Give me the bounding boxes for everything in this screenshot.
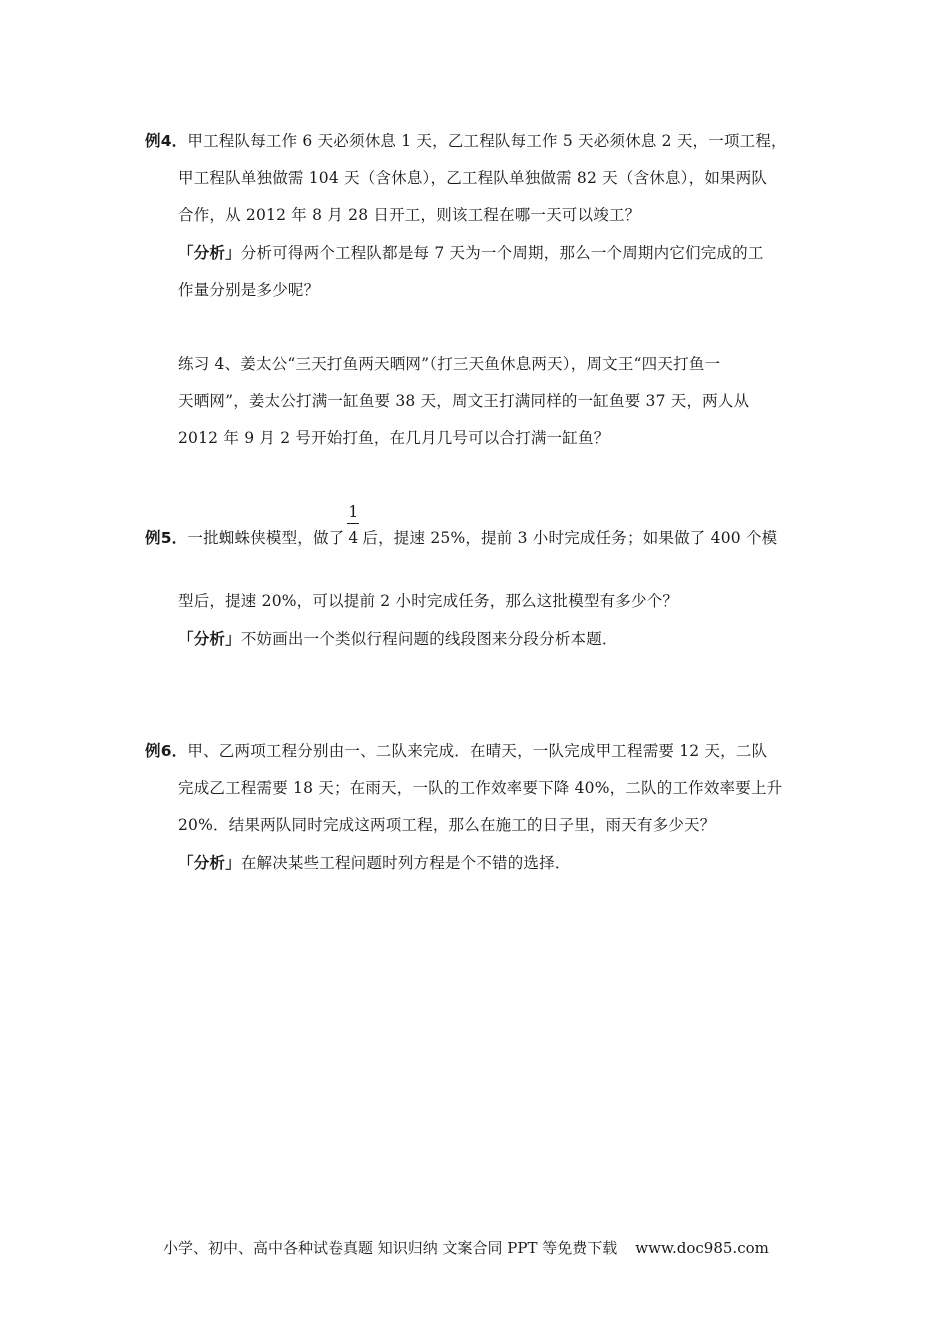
footer-text: 小学、初中、高中各种试卷真题 知识归纳 文案合同 PPT 等免费下载: [163, 1239, 618, 1257]
example-6-analysis-line-1: [178, 852, 571, 874]
example-4-line-2: 甲工程队单独做需 104 天（含休息），乙工程队单独做需 82 天（含休息），如果两队: [178, 169, 768, 187]
example-4-analysis-text-1: 分析可得两个工程队都是每 7 天为一个周期，那么一个周期内它们完成的工: [240, 244, 764, 262]
example-5-analysis-line-1: [178, 628, 618, 650]
practice-4-line-2: 天晒网”，姜太公打满一缸鱼要 38 天，周文王打满同样的一缸鱼要 37 天，两人从: [178, 392, 750, 410]
page-footer: [163, 1237, 769, 1258]
fraction-one-quarter: [347, 503, 359, 549]
example-4-label: 例4．: [145, 132, 188, 150]
example-4-analysis-line-2: 作量分别是多少呢？: [178, 281, 320, 299]
example-6-text-1: 甲、乙两项工程分别由一、二队来完成．在晴天，一队完成甲工程需要 12 天，二队: [187, 742, 768, 760]
analysis-label: 「分析」: [178, 630, 241, 648]
example-4-text-1: 甲工程队每工作 6 天必须休息 1 天，乙工程队每工作 5 天必须休息 2 天，一项工程，: [187, 132, 787, 150]
example-5-line-2: 型后，提速 20%，可以提前 2 小时完成任务，那么这批模型有多少个？: [178, 592, 679, 610]
fraction-denominator: 4: [348, 529, 359, 547]
practice-4-line-1: 练习 4、姜太公“三天打鱼两天晒网”（打三天鱼休息两天），周文王“四天打鱼一: [178, 355, 721, 373]
fraction-bar: [347, 523, 359, 524]
example-4-analysis-line-1: [178, 242, 764, 264]
fraction-numerator: 1: [348, 503, 359, 521]
example-5-analysis-text-1: 不妨画出一个类似行程问题的线段图来分段分析本题．: [240, 630, 618, 648]
practice-4-line-3: 2012 年 9 月 2 号开始打鱼，在几月几号可以合打满一缸鱼？: [178, 429, 610, 447]
example-6-analysis-text-1: 在解决某些工程问题时列方程是个不错的选择．: [240, 854, 571, 872]
example-4-line-3: 合作，从 2012 年 8 月 28 日开工，则该工程在哪一天可以竣工？: [178, 206, 641, 224]
example-6-line-1: [145, 740, 767, 762]
analysis-label: 「分析」: [178, 854, 241, 872]
example-5-text-post: 后，提速 25%，提前 3 小时完成任务；如果做了 400 个模: [362, 529, 778, 547]
footer-website-link[interactable]: www.doc985.com: [635, 1239, 769, 1257]
example-6-line-2: 完成乙工程需要 18 天；在雨天，一队的工作效率要下降 40%，二队的工作效率要上升: [178, 779, 783, 797]
analysis-label: 「分析」: [178, 244, 241, 262]
example-5-label: 例5．: [145, 529, 188, 547]
example-6-line-3: 20%．结果两队同时完成这两项工程，那么在施工的日子里，雨天有多少天？: [178, 816, 716, 834]
example-4-line-1: [145, 130, 787, 152]
example-5-text-pre: 一批蜘蛛侠模型，做了: [187, 529, 345, 547]
example-5-line-1: [145, 503, 778, 549]
example-6-label: 例6．: [145, 742, 188, 760]
